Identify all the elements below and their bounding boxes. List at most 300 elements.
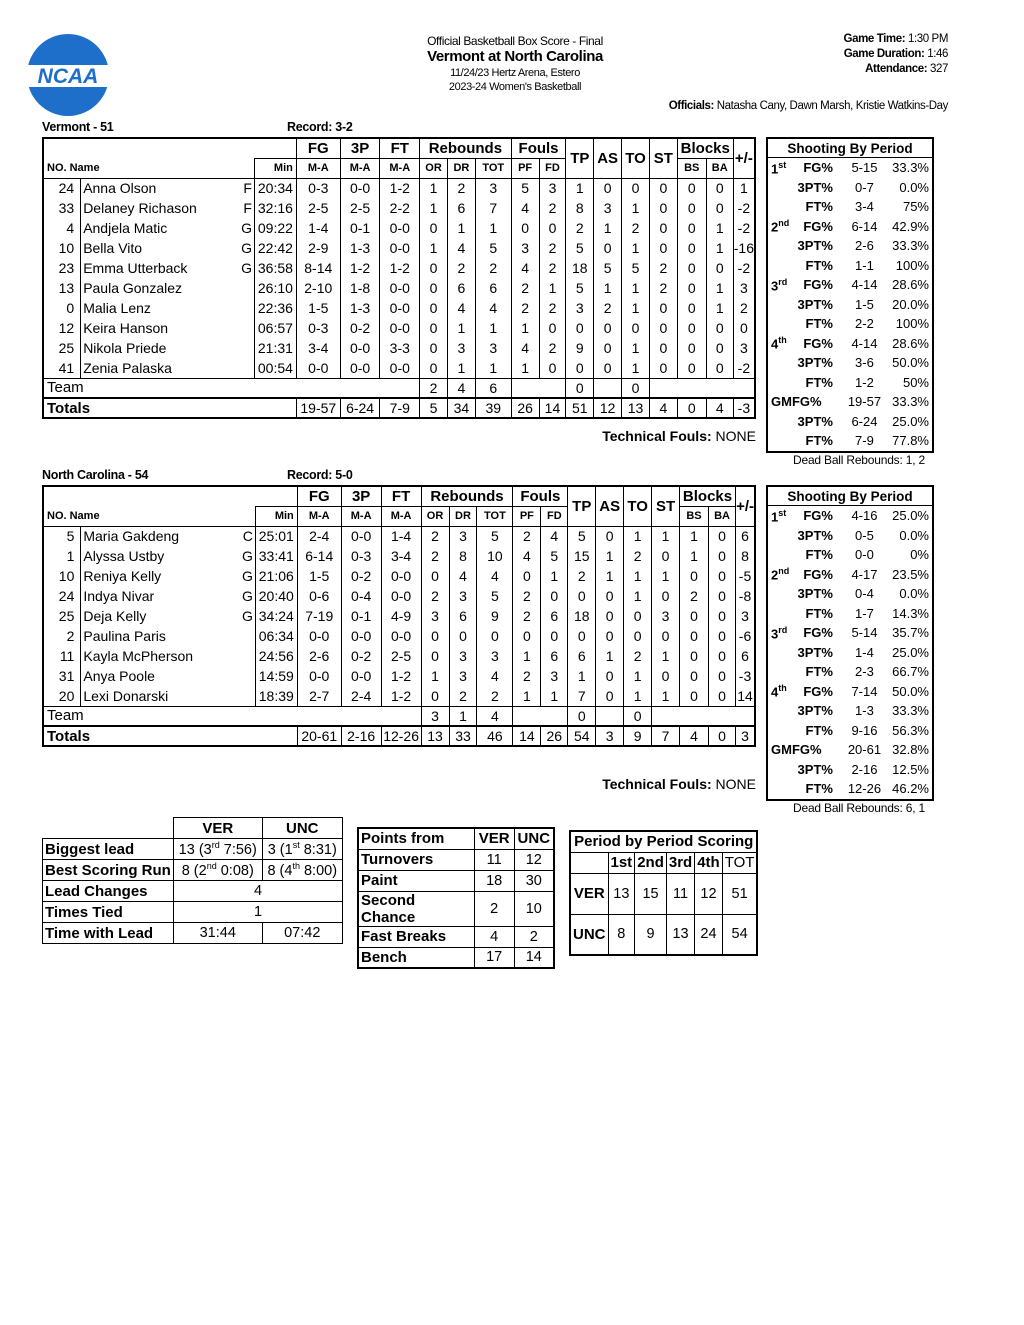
made-attempted: 2-6 — [855, 238, 874, 254]
period-label — [768, 178, 792, 198]
made-attempted: 6-14 — [851, 218, 878, 234]
player-row — [43, 526, 755, 546]
lead-changes-label: Lead Changes — [43, 881, 174, 902]
player-name — [81, 278, 255, 298]
period-label: 2nd — [771, 566, 790, 583]
period-label — [768, 353, 792, 373]
made-attempted: 7-14 — [851, 683, 878, 699]
stat-to: 1 — [622, 358, 650, 378]
total-ba: 0 — [708, 726, 735, 746]
fast-breaks-ver: 4 — [474, 926, 514, 947]
shooting-row — [768, 760, 932, 780]
stat-tp: 2 — [566, 218, 594, 238]
made-attempted: 7-9 — [855, 433, 874, 449]
stat-tp: 18 — [568, 606, 596, 626]
stat-pf: 2 — [511, 298, 539, 318]
to-header: TO — [624, 486, 652, 526]
made-attempted: 1-3 — [855, 703, 874, 719]
stat-as: 0 — [594, 358, 622, 378]
stat-pf: 2 — [513, 666, 541, 686]
stat-pf: 4 — [511, 198, 539, 218]
officials — [669, 100, 948, 112]
percentage: 0.0% — [899, 586, 929, 602]
stat-dr: 0 — [449, 626, 477, 646]
player-position: F — [243, 200, 252, 216]
total-tot: 46 — [477, 726, 513, 746]
stat-pf: 0 — [513, 566, 541, 586]
shooting-row — [768, 604, 932, 624]
ft-header: FT — [380, 138, 420, 158]
stat-fd: 0 — [541, 586, 568, 606]
stat-dr: 4 — [449, 566, 477, 586]
stat-fg: 0-3 — [296, 318, 340, 338]
player-position: G — [241, 548, 253, 564]
ma-subheader: M-A — [297, 506, 341, 526]
player-name-text: Anya Poole — [83, 668, 155, 684]
ft-header: FT — [381, 486, 421, 506]
team-record: Record: 3-2 — [287, 120, 353, 134]
player-row — [43, 178, 755, 198]
period-label — [768, 256, 792, 276]
shooting-row — [768, 526, 932, 546]
player-name-text: Emma Utterback — [83, 260, 188, 276]
player-name-text: Kayla McPherson — [83, 648, 194, 664]
stat-tp: 5 — [566, 238, 594, 258]
shooting-row — [768, 682, 932, 702]
shooting-row — [768, 334, 932, 354]
team-dr: 4 — [447, 378, 475, 398]
total-bs: 4 — [680, 726, 709, 746]
team-row — [43, 378, 755, 398]
stat-tp3: 0-1 — [340, 218, 380, 238]
stat-tot: 3 — [475, 178, 511, 198]
player-row — [43, 258, 755, 278]
st-header: ST — [649, 138, 677, 178]
team-or: 2 — [420, 378, 448, 398]
bench-unc: 14 — [514, 947, 554, 968]
stat-label: 3PT% — [797, 179, 833, 195]
player-name — [81, 338, 255, 358]
stat-or: 1 — [420, 238, 448, 258]
stat-bs: 0 — [677, 358, 706, 378]
stat-ft: 4-9 — [381, 606, 421, 626]
player-number: 4 — [43, 218, 81, 238]
made-attempted: 3-6 — [855, 355, 874, 371]
player-number: 41 — [43, 358, 81, 378]
player-name-text: Delaney Richason — [83, 200, 197, 216]
stat-ft: 0-0 — [381, 566, 421, 586]
player-number: 25 — [43, 338, 81, 358]
player-name — [81, 218, 255, 238]
stat-ft: 1-2 — [380, 258, 420, 278]
stat-tot: 2 — [475, 258, 511, 278]
biggest-lead-ver: 13 (3rd 7:56) — [173, 839, 262, 860]
unc-total: 54 — [722, 914, 757, 955]
stat-bs: 0 — [680, 626, 709, 646]
percentage: 77.8% — [892, 433, 929, 449]
stat-ft: 0-0 — [380, 238, 420, 258]
shooting-row — [768, 584, 932, 604]
total-ba: 4 — [706, 398, 733, 418]
shooting-row — [768, 217, 932, 237]
stat-or: 1 — [421, 666, 449, 686]
stat-as: 0 — [594, 318, 622, 338]
stat-label: 3PT% — [797, 761, 833, 777]
game-label: GM — [771, 394, 792, 410]
stat-as: 0 — [594, 178, 622, 198]
made-attempted: 4-14 — [851, 335, 878, 351]
stat-label: FG% — [803, 277, 833, 293]
stat-fd: 2 — [539, 298, 566, 318]
stat-to: 2 — [624, 646, 652, 666]
stat-pm: 1 — [733, 178, 755, 198]
stat-tp3: 0-0 — [341, 666, 381, 686]
player-name — [81, 546, 255, 566]
stat-bs: 0 — [677, 238, 706, 258]
officials-label: Officials: — [668, 100, 714, 112]
points-from-table — [357, 827, 555, 969]
stat-st: 3 — [652, 606, 680, 626]
stat-label: FG% — [803, 683, 833, 699]
stat-fg: 8-14 — [296, 258, 340, 278]
stat-min: 21:06 — [255, 566, 297, 586]
player-number: 2 — [43, 626, 81, 646]
period-label — [768, 373, 792, 393]
player-position: G — [241, 220, 252, 236]
made-attempted: 2-2 — [855, 316, 874, 332]
player-name — [81, 606, 255, 626]
period-scoring-title: Period by Period Scoring — [570, 831, 757, 852]
as-header: AS — [596, 486, 624, 526]
stat-ft: 0-0 — [380, 218, 420, 238]
shooting-row — [768, 178, 932, 198]
stat-pm: -2 — [733, 198, 755, 218]
percentage: 33.3% — [892, 394, 929, 410]
times-tied-label: Times Tied — [43, 902, 174, 923]
stat-fd: 0 — [539, 218, 566, 238]
stat-tp: 15 — [568, 546, 596, 566]
season-line: 2023-24 Women's Basketball — [448, 81, 582, 93]
period-4-header: 4th — [695, 852, 723, 873]
percentage: 50% — [902, 374, 929, 390]
total-header: TOT — [722, 852, 757, 873]
shooting-row — [768, 256, 932, 276]
player-name — [81, 298, 255, 318]
stat-tot: 4 — [475, 298, 511, 318]
total-as: 3 — [596, 726, 624, 746]
stat-ba: 1 — [706, 238, 733, 258]
stat-st: 0 — [649, 318, 677, 338]
stat-dr: 2 — [449, 686, 477, 706]
player-row — [43, 318, 755, 338]
stat-bs: 2 — [680, 586, 709, 606]
stat-tp: 1 — [566, 178, 594, 198]
total-tp: 51 — [566, 398, 594, 418]
percentage: 28.6% — [892, 277, 929, 293]
total-tp: 54 — [568, 726, 596, 746]
stat-st: 0 — [649, 358, 677, 378]
stat-ft: 0-0 — [380, 318, 420, 338]
stat-tp3: 0-0 — [341, 626, 381, 646]
stat-fd: 2 — [539, 338, 566, 358]
stat-ft: 1-2 — [381, 686, 421, 706]
player-position: G — [241, 240, 252, 256]
stat-or: 3 — [421, 606, 449, 626]
player-number: 13 — [43, 278, 81, 298]
period-label — [768, 701, 792, 721]
stat-dr: 3 — [449, 646, 477, 666]
percentage: 0.0% — [899, 179, 929, 195]
stat-fd: 1 — [541, 686, 568, 706]
period-label — [768, 760, 792, 780]
player-name-text: Paula Gonzalez — [83, 280, 183, 296]
stat-to: 1 — [622, 238, 650, 258]
stat-tp: 3 — [566, 298, 594, 318]
stat-dr: 1 — [447, 358, 475, 378]
rebounds-header: Rebounds — [421, 486, 513, 506]
fd-subheader: FD — [539, 158, 566, 178]
stat-min: 21:31 — [254, 338, 296, 358]
stat-pf: 4 — [511, 338, 539, 358]
made-attempted: 1-2 — [855, 374, 874, 390]
period-label: 4th — [771, 683, 787, 700]
stat-to: 5 — [622, 258, 650, 278]
stat-fg: 1-5 — [296, 298, 340, 318]
stat-bs: 0 — [680, 606, 709, 626]
period-label — [768, 604, 792, 624]
team-tot: 4 — [477, 706, 513, 726]
total-pm: -3 — [733, 398, 755, 418]
as-header: AS — [594, 138, 622, 178]
percentage: 66.7% — [892, 664, 929, 680]
tech-value: NONE — [715, 776, 756, 792]
stat-tp: 0 — [568, 626, 596, 646]
player-number: 24 — [43, 178, 81, 198]
points-from-ver-header: VER — [474, 828, 514, 849]
three-pt-header: 3P — [340, 138, 380, 158]
stat-fg: 2-7 — [297, 686, 341, 706]
stat-fg: 0-0 — [297, 666, 341, 686]
period-label — [768, 643, 792, 663]
stat-ba: 0 — [708, 666, 735, 686]
stat-label: FT% — [805, 722, 833, 738]
stat-pf: 1 — [511, 318, 539, 338]
stat-fd: 6 — [541, 646, 568, 666]
stat-label: FT% — [805, 605, 833, 621]
shooting-row — [768, 506, 932, 526]
stat-ba: 0 — [706, 198, 733, 218]
period-label: 3rd — [771, 624, 788, 641]
st-header: ST — [652, 486, 680, 526]
stat-as: 0 — [594, 338, 622, 358]
ver-period-3: 11 — [666, 873, 694, 914]
stat-bs: 1 — [680, 546, 709, 566]
stat-pm: 3 — [736, 606, 755, 626]
technical-fouls — [602, 428, 756, 444]
stat-st: 0 — [649, 338, 677, 358]
ba-subheader: BA — [708, 506, 735, 526]
stat-ft: 0-0 — [380, 358, 420, 378]
duration-label: Game Duration: — [843, 48, 925, 60]
shooting-row — [768, 236, 932, 256]
stat-label: FT% — [805, 199, 833, 215]
stat-dr: 3 — [449, 526, 477, 546]
stat-bs: 0 — [677, 258, 706, 278]
stat-pf: 1 — [511, 358, 539, 378]
stat-tot: 2 — [477, 686, 513, 706]
stat-pm: -2 — [733, 218, 755, 238]
paint-ver: 18 — [474, 870, 514, 891]
shooting-by-period — [766, 485, 934, 801]
shooting-row — [768, 643, 932, 663]
stat-tp: 0 — [566, 318, 594, 338]
made-attempted: 4-17 — [851, 566, 878, 582]
stat-label: FG% — [791, 742, 822, 758]
dead-ball-rebounds: Dead Ball Rebounds: 6, 1 — [793, 801, 925, 815]
stat-pf: 2 — [513, 586, 541, 606]
totals-label: Totals — [43, 398, 296, 418]
blocks-header: Blocks — [680, 486, 736, 506]
stat-bs: 0 — [677, 318, 706, 338]
stat-ft: 0-0 — [380, 298, 420, 318]
percentage: 28.6% — [892, 335, 929, 351]
period-label — [768, 662, 792, 682]
shooting-row — [768, 545, 932, 565]
second-chance-label: Second Chance — [358, 891, 474, 926]
percentage: 32.8% — [892, 742, 929, 758]
stat-bs: 0 — [677, 278, 706, 298]
stat-dr: 6 — [447, 278, 475, 298]
player-name-text: Anna Olson — [83, 180, 157, 197]
stat-fg: 0-0 — [296, 358, 340, 378]
shooting-row — [768, 701, 932, 721]
stat-to: 1 — [622, 338, 650, 358]
player-name — [81, 666, 255, 686]
stat-pf: 3 — [511, 238, 539, 258]
stat-st: 0 — [649, 298, 677, 318]
stat-pm: 14 — [736, 686, 755, 706]
stat-tp3: 1-2 — [340, 258, 380, 278]
stat-fg: 0-6 — [297, 586, 341, 606]
stat-label: 3PT% — [797, 644, 833, 660]
player-row — [43, 626, 755, 646]
stat-st: 0 — [649, 238, 677, 258]
stat-ba: 0 — [708, 606, 735, 626]
stat-fd: 3 — [539, 178, 566, 198]
period-label — [768, 526, 792, 546]
total-or: 5 — [420, 398, 448, 418]
stat-fg: 2-6 — [297, 646, 341, 666]
stat-pm: -2 — [733, 358, 755, 378]
stat-st: 0 — [652, 666, 680, 686]
logo-text: NCAA — [37, 65, 99, 88]
total-fd: 26 — [541, 726, 568, 746]
stat-min: 09:22 — [254, 218, 296, 238]
stat-label: FT% — [805, 257, 833, 273]
fd-subheader: FD — [541, 506, 568, 526]
stat-min: 34:24 — [255, 606, 297, 626]
made-attempted: 5-15 — [851, 160, 878, 176]
player-number: 25 — [43, 606, 81, 626]
stat-pf: 4 — [513, 546, 541, 566]
stat-dr: 1 — [447, 318, 475, 338]
team-tot: 6 — [475, 378, 511, 398]
total-pf: 26 — [511, 398, 539, 418]
header-row — [43, 138, 755, 158]
stat-to: 1 — [624, 686, 652, 706]
made-attempted: 0-0 — [855, 547, 874, 563]
player-number: 1 — [43, 546, 81, 566]
stat-st: 2 — [649, 258, 677, 278]
period-label — [768, 197, 792, 217]
player-number: 33 — [43, 198, 81, 218]
stat-pm: -6 — [736, 626, 755, 646]
stat-or: 0 — [421, 646, 449, 666]
total-fd: 14 — [539, 398, 566, 418]
player-name — [81, 178, 255, 198]
pf-subheader: PF — [511, 158, 539, 178]
shooting-row — [768, 197, 932, 217]
header-row — [43, 486, 755, 506]
player-name — [81, 566, 255, 586]
stat-min: 06:57 — [254, 318, 296, 338]
stat-fg: 1-5 — [297, 566, 341, 586]
time-with-lead-label: Time with Lead — [43, 923, 174, 944]
percentage: 33.3% — [892, 703, 929, 719]
to-header: TO — [622, 138, 650, 178]
leads-table — [42, 817, 343, 944]
player-row — [43, 278, 755, 298]
leads-ver-header: VER — [173, 818, 262, 839]
ma-subheader: M-A — [380, 158, 420, 178]
stat-ft: 3-4 — [381, 546, 421, 566]
min-header: Min — [255, 506, 297, 526]
stat-ba: 0 — [708, 646, 735, 666]
shooting-title: Shooting By Period — [768, 139, 932, 158]
team-record: Record: 5-0 — [287, 468, 353, 482]
stat-to: 0 — [624, 606, 652, 626]
stat-fg: 3-4 — [296, 338, 340, 358]
stat-label: FG% — [791, 394, 822, 410]
period-label — [768, 740, 792, 760]
stat-as: 1 — [596, 646, 624, 666]
stat-label: FG% — [803, 218, 833, 234]
stat-bs: 0 — [680, 666, 709, 686]
stat-tot: 9 — [477, 606, 513, 626]
stat-ba: 0 — [706, 318, 733, 338]
stat-or: 0 — [420, 258, 448, 278]
shooting-row — [768, 565, 932, 585]
stat-min: 00:54 — [254, 358, 296, 378]
stat-tot: 7 — [475, 198, 511, 218]
period-label: 3rd — [771, 276, 788, 293]
made-attempted: 0-4 — [855, 586, 874, 602]
total-dr: 34 — [447, 398, 475, 418]
team-label: Team — [43, 706, 421, 726]
team-tp: 0 — [568, 706, 596, 726]
stat-fd: 1 — [539, 278, 566, 298]
stat-min: 26:10 — [254, 278, 296, 298]
time-with-lead-unc: 07:42 — [262, 923, 343, 944]
total-st: 4 — [649, 398, 677, 418]
player-name — [81, 526, 255, 546]
player-position: F — [243, 180, 252, 197]
made-attempted: 1-5 — [855, 296, 874, 312]
stat-or: 0 — [420, 338, 448, 358]
tp-header: TP — [566, 138, 594, 178]
team-or: 3 — [421, 706, 449, 726]
player-name-text: Malia Lenz — [83, 300, 151, 316]
